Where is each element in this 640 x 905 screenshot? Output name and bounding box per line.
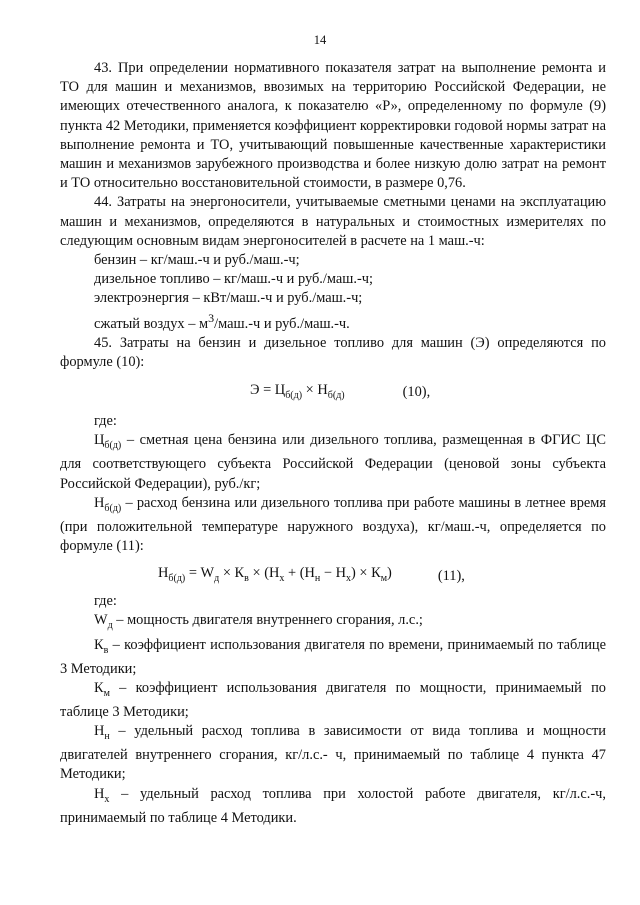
definition-idle-consumption: $Н_х$ – удельный расход топлива при холостой работе двигателя, кг/л.с.-ч, принимаемый по таблице 4 Методики. bbox=[60, 785, 606, 826]
energy-item-compressed-air: сжатый воздух – $м^3/маш.-ч$ и руб./маш.-ч. bbox=[94, 310, 350, 332]
formula-10 bbox=[60, 378, 606, 408]
definition-consumption: $Н_{б(д)}$ – расход бензина или дизельного топлива при работе машины в летнее время (при положительной температуре наружного воздуха), кг/маш.-ч, определяется по формуле (11): bbox=[60, 494, 606, 555]
formula-10-expression: $Э = Ц_{б(д)} \times Н_{б(д)}$ bbox=[250, 382, 345, 401]
where-label-1: где: bbox=[94, 413, 117, 430]
paragraph-45: 45. Затраты на бензин и дизельное топливо для машин (Э) определяются по формуле (10): bbox=[60, 334, 606, 370]
superscript: 3 bbox=[208, 310, 215, 325]
energy-item-gasoline: бензин – кг/маш.-ч и руб./маш.-ч; bbox=[94, 252, 300, 269]
formula-10-number: (10), bbox=[402, 384, 431, 401]
definition-engine-power: $W_д$ – мощность двигателя внутреннего сгорания, л.с.; bbox=[94, 612, 423, 632]
formula-11-number: (11), bbox=[437, 567, 465, 584]
page-number: 14 bbox=[313, 33, 327, 47]
where-label-2: где: bbox=[94, 593, 117, 610]
definition-power-coefficient: $К_м$ – коэффициент использования двигателя по мощности, принимаемый по таблице 3 Методики; bbox=[60, 679, 606, 720]
energy-item-electricity: электроэнергия – кВт/маш.-ч и руб./маш.-ч; bbox=[94, 290, 363, 307]
definition-price: $Ц_{б(д)}$ – сметная цена бензина или дизельного топлива, размещенная в ФГИС ЦС для соответствующего субъекта Российской Федерации (ценовой зоны субъекта Российской Федерации), руб./кг; bbox=[60, 432, 606, 492]
formula-11 bbox=[60, 562, 606, 590]
definition-time-coefficient: $К_в$ – коэффициент использования двигателя по времени, принимаемый по таблице 3 Методики; bbox=[60, 636, 606, 677]
definition-specific-consumption: $Н_н$ – удельный расход топлива в зависимости от вида топлива и мощности двигателей внутреннего сгорания, кг/л.с.- ч, принимаемый по таблице 4 пункта 47 Методики; bbox=[60, 723, 606, 783]
paragraph-43: 43. При определении нормативного показателя затрат на выполнение ремонта и ТО для машин и механизмов, ввозимых на территорию Российской Федерации, не имеющих отечественного аналога, к показателю «Р», определенному по формуле (9) пункта 42 Методики, применяется коэффициент корректировки годовой нормы затрат на выполнение ремонта и ТО, учитывающий повышенные качественные характеристики машин и механизмов зарубежного производства и более низкую долю затрат на ремонт и ТО относительно восстановительной стоимости, в размере 0,76. bbox=[60, 60, 606, 192]
formula-11-expression: $Н_{б(д)} = W_д \times К_в \times (Н_х + (Н_н - Н_х) \times К_м)$ bbox=[158, 565, 392, 585]
paragraph-44: 44. Затраты на энергоносители, учитываемые сметными ценами на эксплуатацию машин и механизмов, определяются в натуральных и стоимостных измерителях по следующим основным видам энергоносителей в расчете на 1 маш.-ч: bbox=[60, 194, 606, 249]
document-body bbox=[60, 59, 606, 828]
energy-item-diesel: дизельное топливо – кг/маш.-ч и руб./маш.-ч; bbox=[94, 271, 373, 288]
